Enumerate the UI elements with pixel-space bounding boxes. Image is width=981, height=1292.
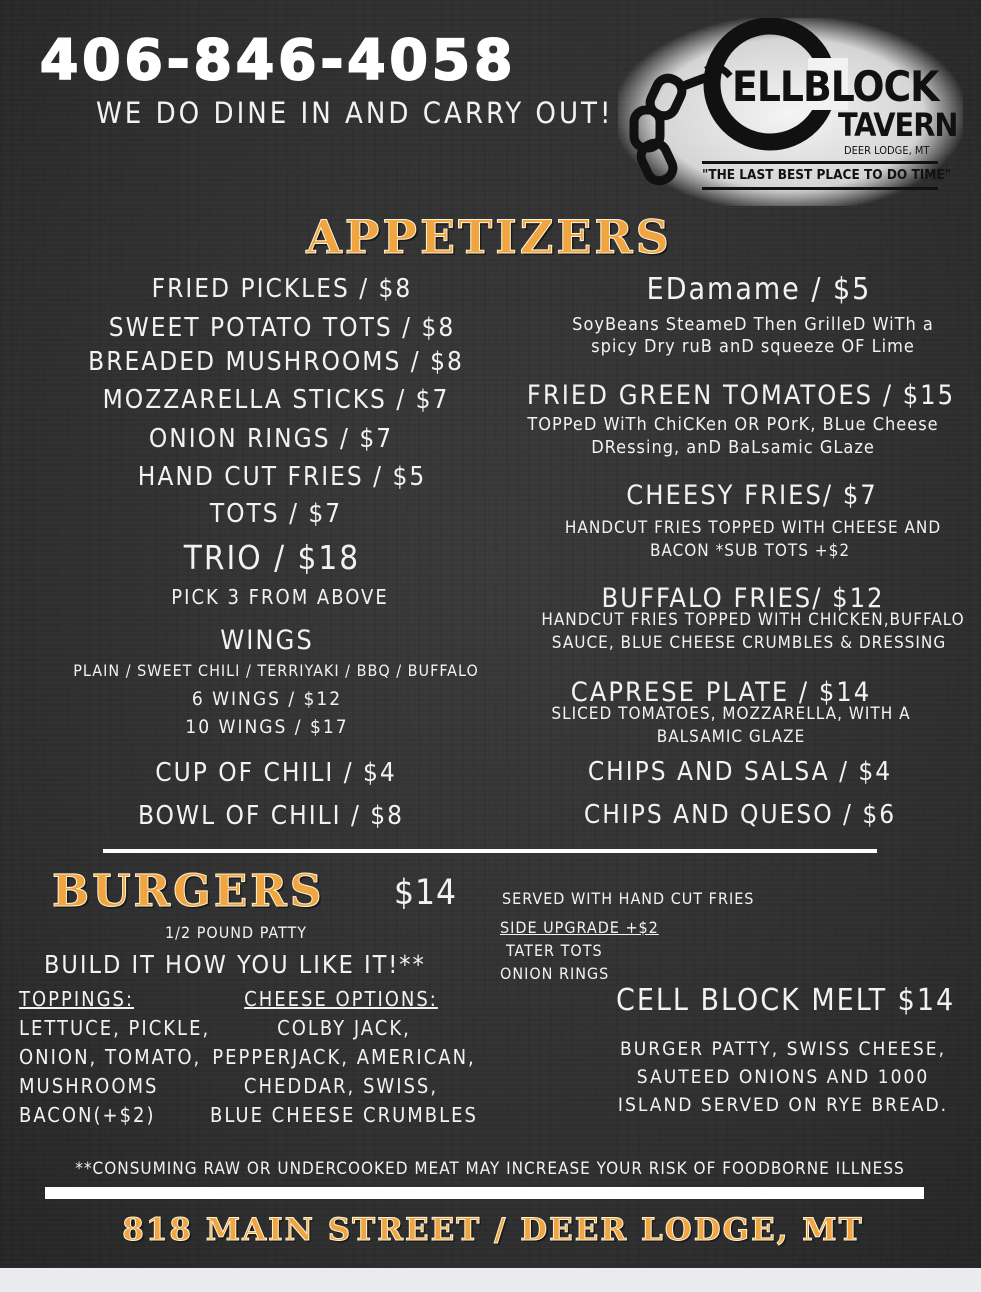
item-cheesy-desc: HANDCUT FRIES TOPPED WITH CHEESE AND <box>564 518 942 538</box>
appetizers-heading: APPETIZERS <box>306 210 672 264</box>
phone-number: 406-846-4058 <box>40 28 517 92</box>
item-wings: WINGS <box>220 625 314 656</box>
served-with: SERVED WITH HAND CUT FRIES <box>502 889 755 908</box>
cheese-line: BLUE CHEESE CRUMBLES <box>210 1103 478 1127</box>
item-wings-10: 10 WINGS / $17 <box>185 716 349 738</box>
item-fgt-desc: DRessing, anD BaLsamic GLaze <box>591 437 875 458</box>
topping-line: BACON(+$2) <box>19 1103 156 1127</box>
cellblock-tavern-logo <box>618 18 963 206</box>
burgers-build: BUILD IT HOW YOU LIKE IT!** <box>44 950 426 979</box>
item-buffalo-desc: HANDCUT FRIES TOPPED WITH CHICKEN,BUFFALO <box>541 610 965 630</box>
footer-divider <box>45 1187 924 1199</box>
item-chips-queso: CHIPS AND QUESO / $6 <box>583 800 897 830</box>
item-edamame: EDamame / $5 <box>646 272 872 307</box>
logo-slogan: "THE LAST BEST PLACE TO DO TIME" <box>702 167 951 183</box>
item-bowl-chili: BOWL OF CHILI / $8 <box>137 801 405 831</box>
logo-location: DEER LODGE, MT <box>844 144 930 157</box>
topping-line: MUSHROOMS <box>19 1074 159 1098</box>
item-caprese-desc: BALSAMIC GLAZE <box>656 727 806 747</box>
melt-desc: BURGER PATTY, SWISS CHEESE, <box>619 1038 947 1060</box>
item-mozzarella-sticks: MOZZARELLA STICKS / $7 <box>102 385 450 415</box>
item-cup-chili: CUP OF CHILI / $4 <box>155 758 397 788</box>
item-buffalo-fries: BUFFALO FRIES/ $12 <box>601 583 885 614</box>
cell-block-melt: CELL BLOCK MELT $14 <box>616 983 956 1018</box>
item-fried-pickles: FRIED PICKLES / $8 <box>151 274 413 304</box>
dine-in-tagline: WE DO DINE IN AND CARRY OUT! <box>96 96 614 130</box>
item-caprese-plate: CAPRESE PLATE / $14 <box>570 677 872 708</box>
logo-name: ELLBLOCK <box>732 62 939 111</box>
item-trio: TRIO / $18 <box>183 538 361 577</box>
item-trio-desc: PICK 3 FROM ABOVE <box>171 585 389 609</box>
item-breaded-mushrooms: BREADED MUSHROOMS / $8 <box>88 347 464 377</box>
item-wings-flavors: PLAIN / SWEET CHILI / TERRIYAKI / BBQ / BUFFALO <box>73 661 479 680</box>
item-fgt-desc: TOPPeD WiTh ChiCKen OR POrK, BLue Cheese <box>527 414 939 435</box>
topping-line: LETTUCE, PICKLE, <box>19 1016 211 1040</box>
item-caprese-desc: SLICED TOMATOES, MOZZARELLA, WITH A <box>551 704 911 724</box>
melt-desc: ISLAND SERVED ON RYE BREAD. <box>617 1094 949 1116</box>
item-hand-cut-fries: HAND CUT FRIES / $5 <box>137 462 427 492</box>
item-tots: TOTS / $7 <box>209 499 343 529</box>
burgers-heading: BURGERS <box>52 866 325 917</box>
toppings-title: TOPPINGS: <box>19 987 135 1011</box>
food-warning: **CONSUMING RAW OR UNDERCOOKED MEAT MAY INCREASE YOUR RISK OF FOODBORNE ILLNESS <box>75 1159 905 1179</box>
item-sweet-potato-tots: SWEET POTATO TOTS / $8 <box>108 313 456 343</box>
item-wings-6: 6 WINGS / $12 <box>191 688 343 710</box>
side-tater-tots: TATER TOTS <box>506 941 603 960</box>
item-onion-rings: ONION RINGS / $7 <box>148 424 394 454</box>
item-chips-salsa: CHIPS AND SALSA / $4 <box>587 757 893 787</box>
item-cheesy-desc: BACON *SUB TOTS +$2 <box>649 541 851 561</box>
cheese-line: COLBY JACK, <box>277 1016 411 1040</box>
logo-tavern: TAVERN <box>838 106 958 144</box>
side-onion-rings: ONION RINGS <box>500 964 610 983</box>
item-buffalo-desc: SAUCE, BLUE CHEESE CRUMBLES & DRESSING <box>551 633 947 653</box>
address: 818 MAIN STREET / DEER LODGE, MT <box>122 1212 864 1248</box>
item-cheesy-fries: CHEESY FRIES/ $7 <box>626 480 878 511</box>
cheese-line: PEPPERJACK, AMERICAN, <box>212 1045 476 1069</box>
side-upgrade: SIDE UPGRADE +$2 <box>500 918 659 937</box>
burgers-price: $14 <box>394 873 458 913</box>
cheese-options-title: CHEESE OPTIONS: <box>244 987 438 1011</box>
burgers-patty: 1/2 POUND PATTY <box>165 923 308 942</box>
topping-line: ONION, TOMATO, <box>19 1045 202 1069</box>
cheese-line: CHEDDAR, SWISS, <box>243 1074 439 1098</box>
item-edamame-desc: spicy Dry ruB anD squeeze OF Lime <box>591 336 915 357</box>
melt-desc: SAUTEED ONIONS AND 1000 <box>636 1066 930 1088</box>
item-edamame-desc: SoyBeans SteameD Then GrilleD WiTh a <box>572 314 934 335</box>
section-divider <box>103 849 877 853</box>
item-fried-green-tomatoes: FRIED GREEN TOMATOES / $15 <box>526 380 956 411</box>
